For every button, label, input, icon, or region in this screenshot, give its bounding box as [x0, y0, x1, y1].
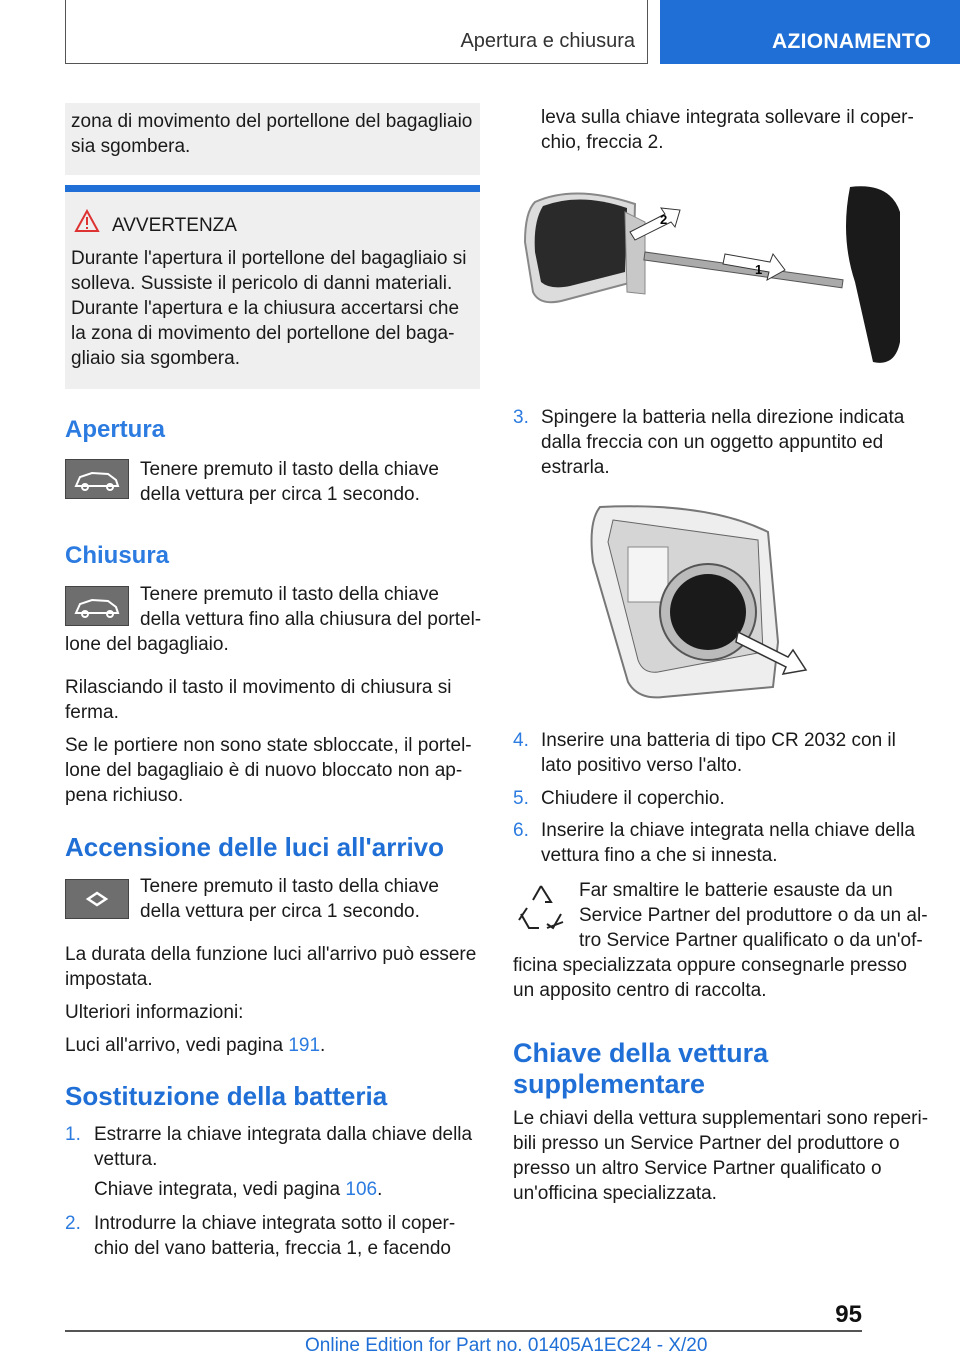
step-1-ref-text: Chiave integrata, vedi pagina: [94, 1179, 346, 1200]
step-3-line-3: estrarla.: [541, 457, 610, 478]
chiusura-p2-line-2: lone del bagagliaio è di nuovo bloccato non ap-: [65, 760, 463, 781]
tailgate-close-key-button: [65, 586, 129, 626]
tailgate-key-button: [65, 459, 129, 499]
chiusura-line-1: Tenere premuto il tasto della chiave: [140, 584, 439, 605]
luci-line-2: della vettura per circa 1 secondo.: [140, 901, 420, 922]
luci-p3: [65, 1033, 325, 1058]
step-1-line-1: Estrarre la chiave integrata dalla chiave della: [94, 1124, 473, 1145]
chiusura-p1-line-1: Rilasciando il tasto il movimento di chiusura si: [65, 677, 452, 698]
step-1-line-2: vettura.: [94, 1149, 158, 1170]
step-2-number: 2.: [65, 1213, 81, 1234]
chiusura-p2-line-1: Se le portiere non sono state sbloccate, il portel-: [65, 735, 472, 756]
step-2-line-2: chio del vano batteria, freccia 1, e facendo: [94, 1238, 452, 1259]
car-trunk-icon: [66, 460, 128, 498]
warning-line-1: Durante l'apertura il portellone del bagagliaio si: [71, 248, 467, 269]
heading-chiave-supplementare-2: supplementare: [513, 1069, 706, 1099]
key-cover-illustration: [515, 182, 910, 372]
warning-triangle-icon: [74, 209, 100, 233]
chiave-line-2: bili presso un Service Partner del produttore o: [513, 1133, 900, 1154]
chiave-line-4: un'officina specializzata.: [513, 1183, 717, 1204]
warning-line-2: solleva. Sussiste il pericolo di danni materiali.: [71, 273, 453, 294]
luci-p2: Ulteriori informazioni:: [65, 1002, 244, 1023]
chiusura-line-2: della vettura fino alla chiusura del portel-: [140, 609, 482, 630]
recycle-icon: [513, 882, 569, 934]
header-section-title: Apertura e chiusura: [460, 30, 635, 52]
luci-line-1: Tenere premuto il tasto della chiave: [140, 876, 439, 897]
svg-text:2: 2: [660, 212, 668, 227]
header-chapter-tab: [660, 0, 960, 64]
page-link-191[interactable]: 191: [288, 1035, 321, 1056]
continued-note-box: [65, 103, 480, 175]
footer-rule: [65, 1330, 862, 1332]
step-3-line-2: dalla freccia con un oggetto appuntito ed: [541, 432, 884, 453]
continued-note-text: zona di movimento del portellone del bagagliaio sia sgombera.: [71, 111, 473, 157]
apertura-line-2: della vettura per circa 1 secondo.: [140, 484, 420, 505]
car-trunk-icon: [66, 587, 128, 625]
chiusura-line-3: lone del bagagliaio.: [65, 634, 229, 655]
recycle-line-5: un apposito centro di raccolta.: [513, 980, 767, 1001]
step-2-line-1: Introdurre la chiave integrata sotto il coper-: [94, 1213, 456, 1234]
step-5-number: 5.: [513, 788, 529, 809]
header-section-box: [65, 0, 648, 64]
battery-compartment-illustration: [588, 502, 838, 707]
step-6-line-1: Inserire la chiave integrata nella chiave della: [541, 820, 915, 841]
warning-line-5: gliaio sia sgombera.: [71, 348, 240, 369]
chiusura-p2-line-3: pena richiuso.: [65, 785, 184, 806]
step-1-number: 1.: [65, 1124, 81, 1145]
heading-chiusura: Chiusura: [65, 542, 170, 569]
heading-sostituzione-batteria: Sostituzione della batteria: [65, 1081, 388, 1111]
warning-box: [65, 192, 480, 389]
heading-apertura: Apertura: [65, 416, 166, 443]
heading-chiave-supplementare-1: Chiave della vettura: [513, 1038, 769, 1068]
warning-title: AVVERTENZA: [112, 215, 237, 236]
step-4-number: 4.: [513, 730, 529, 751]
warning-line-4: la zona di movimento del portellone del baga-: [71, 323, 455, 344]
page-link-106[interactable]: 106: [345, 1179, 378, 1200]
recycle-line-3: tro Service Partner qualificato o da un'of-: [579, 930, 923, 951]
luci-p3-text: Luci all'arrivo, vedi pagina: [65, 1035, 289, 1056]
step-5-line-1: Chiudere il coperchio.: [541, 788, 725, 809]
recycle-line-2: Service Partner del produttore o da un al-: [579, 905, 928, 926]
cont-line-1: leva sulla chiave integrata sollevare il coper-: [541, 107, 914, 128]
step-6-line-2: vettura fino a che si innesta.: [541, 845, 778, 866]
warning-line-3: Durante l'apertura e la chiusura accertarsi che: [71, 298, 460, 319]
chiusura-p1-line-2: ferma.: [65, 702, 119, 723]
svg-text:1: 1: [755, 262, 763, 277]
step-3-number: 3.: [513, 407, 529, 428]
step-1-ref-end: .: [377, 1179, 383, 1200]
step-3-line-1: Spingere la batteria nella direzione indicata: [541, 407, 905, 428]
luci-p3-end: .: [320, 1035, 326, 1056]
luci-p1-line-1: La durata della funzione luci all'arrivo può essere: [65, 944, 477, 965]
recycle-line-4: ficina specializzata oppure consegnarle presso: [513, 955, 907, 976]
recycle-line-1: Far smaltire le batterie esauste da un: [579, 880, 893, 901]
luci-p1-line-2: impostata.: [65, 969, 153, 990]
lights-key-button: [65, 879, 129, 919]
step-6-number: 6.: [513, 820, 529, 841]
apertura-line-1: Tenere premuto il tasto della chiave: [140, 459, 439, 480]
step-1-ref: [94, 1177, 382, 1202]
warning-top-rule: [65, 185, 480, 192]
chiave-line-3: presso un altro Service Partner qualificato o: [513, 1158, 882, 1179]
diamond-icon: [66, 880, 128, 918]
cont-line-2: chio, freccia 2.: [541, 132, 664, 153]
chiave-line-1: Le chiavi della vettura supplementari sono reperi-: [513, 1108, 929, 1129]
step-4-line-2: lato positivo verso l'alto.: [541, 755, 743, 776]
heading-luci-arrivo: Accensione delle luci all'arrivo: [65, 832, 445, 862]
step-4-line-1: Inserire una batteria di tipo CR 2032 con il: [541, 730, 896, 751]
footer-edition: Online Edition for Part no. 01405A1EC24 - X/20: [305, 1335, 708, 1356]
page-number: 95: [835, 1301, 862, 1328]
header-chapter-title: AZIONAMENTO: [772, 30, 932, 53]
